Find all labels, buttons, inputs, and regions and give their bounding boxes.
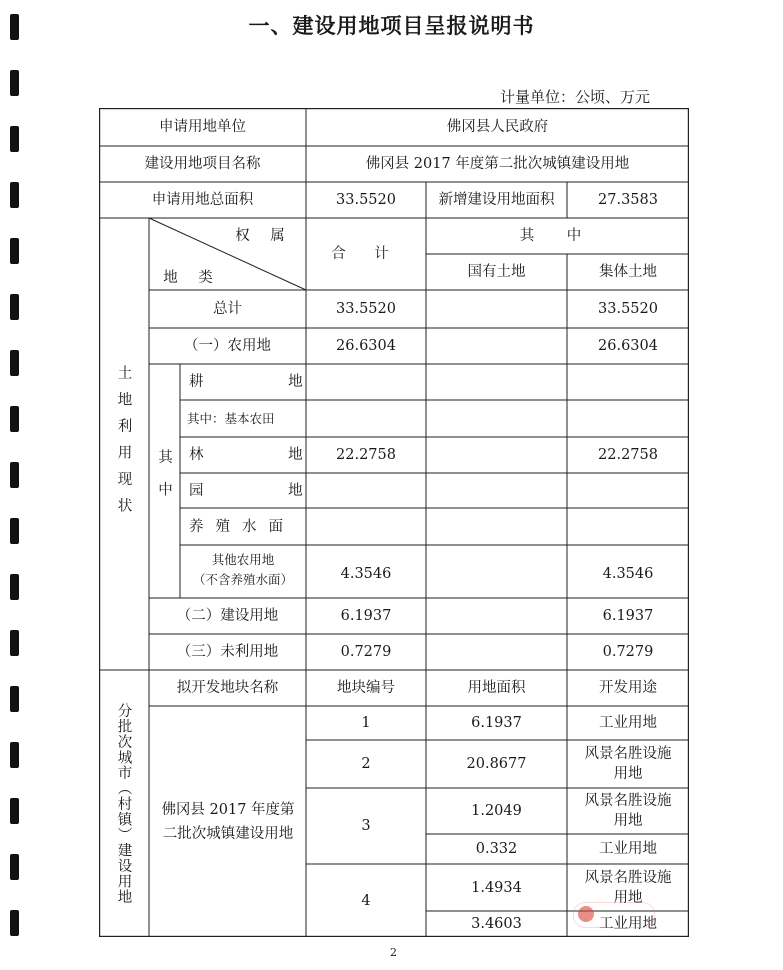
- row-other-agri-collective: 4.3546: [602, 566, 654, 582]
- watermark-stamp: [573, 902, 655, 928]
- row-cultivated-label: 耕 地: [189, 374, 343, 390]
- plot-1-area: 6.1937: [471, 715, 522, 731]
- row-orchard-sum: [306, 473, 426, 508]
- row-other-agri-state: [426, 556, 567, 592]
- application-table: [99, 108, 689, 937]
- plot-3b-area: 0.332: [475, 841, 518, 857]
- page-number: 2: [390, 946, 397, 959]
- plot-4b-use: 工业用地: [599, 916, 657, 932]
- plot-4b-area: 3.4603: [471, 916, 522, 932]
- row-agri-state: [426, 328, 567, 364]
- row-agri-label: （一）农用地: [184, 338, 271, 354]
- row-unused-state: [426, 634, 567, 670]
- plot-3a-use: 风景名胜设施用地: [584, 793, 672, 829]
- project-value: 佛冈县 2017 年度第二批次城镇建设用地: [365, 156, 630, 172]
- row-unused-label: （三）未利用地: [176, 644, 279, 660]
- new-area-label: 新增建设用地面积: [438, 192, 555, 208]
- applicant-value: 佛冈县人民政府: [446, 119, 549, 135]
- plot-1-no: 1: [361, 715, 371, 731]
- col-state-header: 国有土地: [467, 264, 526, 280]
- plot-1-use: 工业用地: [599, 715, 657, 731]
- project-label: 建设用地项目名称: [144, 156, 261, 172]
- row-agri-collective: 26.6304: [598, 338, 658, 354]
- unit-line: 计量单位：公顷、万元: [500, 88, 651, 106]
- total-area-label: 申请用地总面积: [151, 192, 254, 208]
- row-aquaculture-label: 养殖水面: [189, 518, 295, 535]
- row-orchard-collective: [567, 473, 689, 508]
- col-among-header: 其 中: [519, 228, 596, 244]
- row-aquaculture-sum: [306, 508, 426, 545]
- plot-4a-area: 1.4934: [471, 879, 522, 896]
- plot-2-no: 2: [361, 756, 371, 772]
- row-forest-sum: 22.2758: [336, 447, 396, 463]
- col-plot-use-header: 开发用途: [599, 680, 657, 696]
- diag-land-type-label: 地 类: [163, 270, 221, 286]
- page-title: 一、建设用地项目呈报说明书: [248, 13, 535, 38]
- row-orchard-label: 园 地: [189, 482, 343, 499]
- row-total-label: 总计: [213, 301, 242, 317]
- row-agri-sum: 26.6304: [336, 338, 396, 354]
- land-use-section-label: 土地利用现状: [115, 364, 132, 524]
- row-basic-farmland-label: 其中：基本农田: [187, 410, 275, 426]
- row-cultivated-collective: [567, 364, 689, 400]
- row-other-agri-label2: （不含养殖水面）: [192, 572, 293, 587]
- new-area-value: 27.3583: [598, 192, 658, 208]
- col-total-header: 合 计: [331, 246, 401, 262]
- plots-section-label: 分批次城市（村镇）建设用地: [115, 702, 132, 905]
- plot-4a-use: 风景名胜设施用地: [584, 869, 672, 906]
- row-basic-farmland-sum: [306, 400, 426, 437]
- row-forest-state: [426, 437, 567, 473]
- plot-project-name: 佛冈县 2017 年度第二批次城镇建设用地: [161, 801, 295, 842]
- diag-ownership-label: 权 属: [235, 228, 293, 244]
- row-forest-label: 林 地: [189, 447, 343, 463]
- col-collective-header: 集体土地: [599, 264, 657, 280]
- sub-among-label: 其中: [156, 448, 172, 514]
- row-basic-farmland-collective: [567, 400, 689, 437]
- row-forest-collective: 22.2758: [598, 447, 658, 463]
- applicant-label: 申请用地单位: [159, 119, 246, 135]
- binding-holes: [10, 8, 22, 963]
- row-total-state: [426, 290, 567, 328]
- row-aquaculture-collective: [567, 508, 689, 545]
- row-construction-collective: 6.1937: [602, 608, 654, 624]
- plot-3-no: 3: [361, 818, 371, 834]
- plot-3b-use: 工业用地: [599, 841, 657, 857]
- row-construction-label: （二）建设用地: [176, 608, 279, 624]
- row-construction-state: [426, 598, 567, 634]
- col-plot-no-header: 地块编号: [337, 680, 395, 696]
- stamp-logo-icon: [578, 906, 594, 922]
- row-other-agri-sum: 4.3546: [340, 566, 392, 582]
- row-unused-collective: 0.7279: [602, 644, 654, 660]
- col-plot-area-header: 用地面积: [467, 680, 526, 696]
- row-other-agri-label: 其他农用地: [211, 552, 275, 567]
- row-total-sum: 33.5520: [336, 301, 396, 317]
- plot-4-no: 4: [361, 892, 371, 909]
- plot-2-use: 风景名胜设施用地: [584, 746, 672, 782]
- plot-2-area: 20.8677: [466, 756, 527, 772]
- row-construction-sum: 6.1937: [340, 608, 392, 624]
- total-area-value: 33.5520: [336, 192, 396, 208]
- row-unused-sum: 0.7279: [340, 644, 392, 660]
- col-plot-name-header: 拟开发地块名称: [176, 680, 279, 696]
- row-total-collective: 33.5520: [598, 301, 658, 317]
- plot-3a-area: 1.2049: [471, 803, 522, 819]
- row-cultivated-sum: [306, 364, 426, 400]
